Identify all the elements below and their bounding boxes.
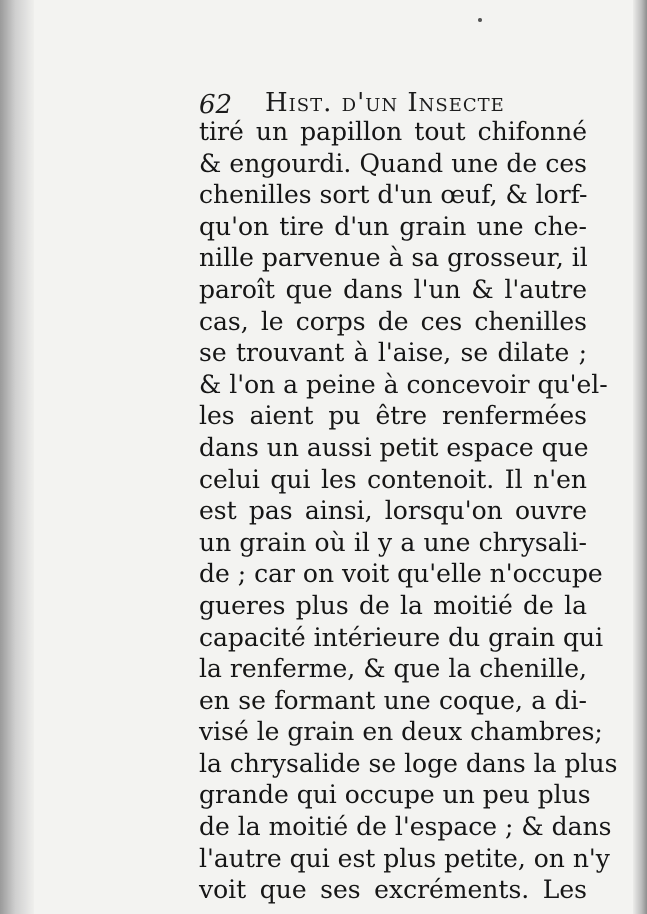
- ink-speck: [478, 18, 482, 22]
- text-line: qu'on tire d'un grain une che-: [199, 211, 587, 241]
- text-line: dans un aussi petit espace que: [199, 432, 589, 462]
- text-line: & l'on a peine à concevoir qu'el-: [199, 369, 608, 399]
- text-line: capacité intérieure du grain qui: [199, 622, 604, 652]
- text-line: en se formant une coque, a di-: [199, 685, 587, 715]
- text-line: la renferme, & que la chenille,: [199, 654, 587, 684]
- text-line: celui qui les contenoit. Il n'en: [199, 464, 587, 494]
- running-head: Hist. d'un Insecte: [265, 88, 505, 118]
- page-number: 62: [199, 90, 233, 120]
- text-line: tiré un papillon tout chifonné: [199, 117, 587, 146]
- text-line: gueres plus de la moitié de la: [199, 590, 587, 620]
- text-line: est pas ainsi, lorsqu'on ouvre: [199, 496, 587, 526]
- text-line: cas, le corps de ces chenilles: [199, 306, 587, 336]
- text-line: & engourdi. Quand une de ces: [199, 148, 587, 178]
- text-line: l'autre qui est plus petite, on n'y: [199, 843, 610, 873]
- text-line: de la moitié de l'espace ; & dans: [199, 812, 612, 842]
- page-edge: [633, 0, 647, 914]
- text-line: voit que ses excréments. Les: [199, 875, 587, 905]
- gutter-shadow: [0, 0, 34, 914]
- text-line: les aient pu être renfermées: [199, 401, 587, 431]
- text-line: nille parvenue à sa grosseur, il: [199, 243, 588, 273]
- text-line: visé le grain en deux chambres;: [199, 717, 603, 747]
- text-line: un grain où il y a une chrysali-: [199, 527, 587, 557]
- text-line: la chrysalide se loge dans la plus: [199, 748, 618, 778]
- text-line: paroît que dans l'un & l'autre: [199, 274, 587, 304]
- body-text: [199, 116, 618, 906]
- text-line: se trouvant à l'aise, se dilate ;: [199, 338, 587, 368]
- text-line: de ; car on voit qu'elle n'occupe: [199, 559, 603, 589]
- text-line: chenilles sort d'un œuf, & lorf-: [199, 180, 588, 210]
- text-line: grande qui occupe un peu plus: [199, 780, 591, 810]
